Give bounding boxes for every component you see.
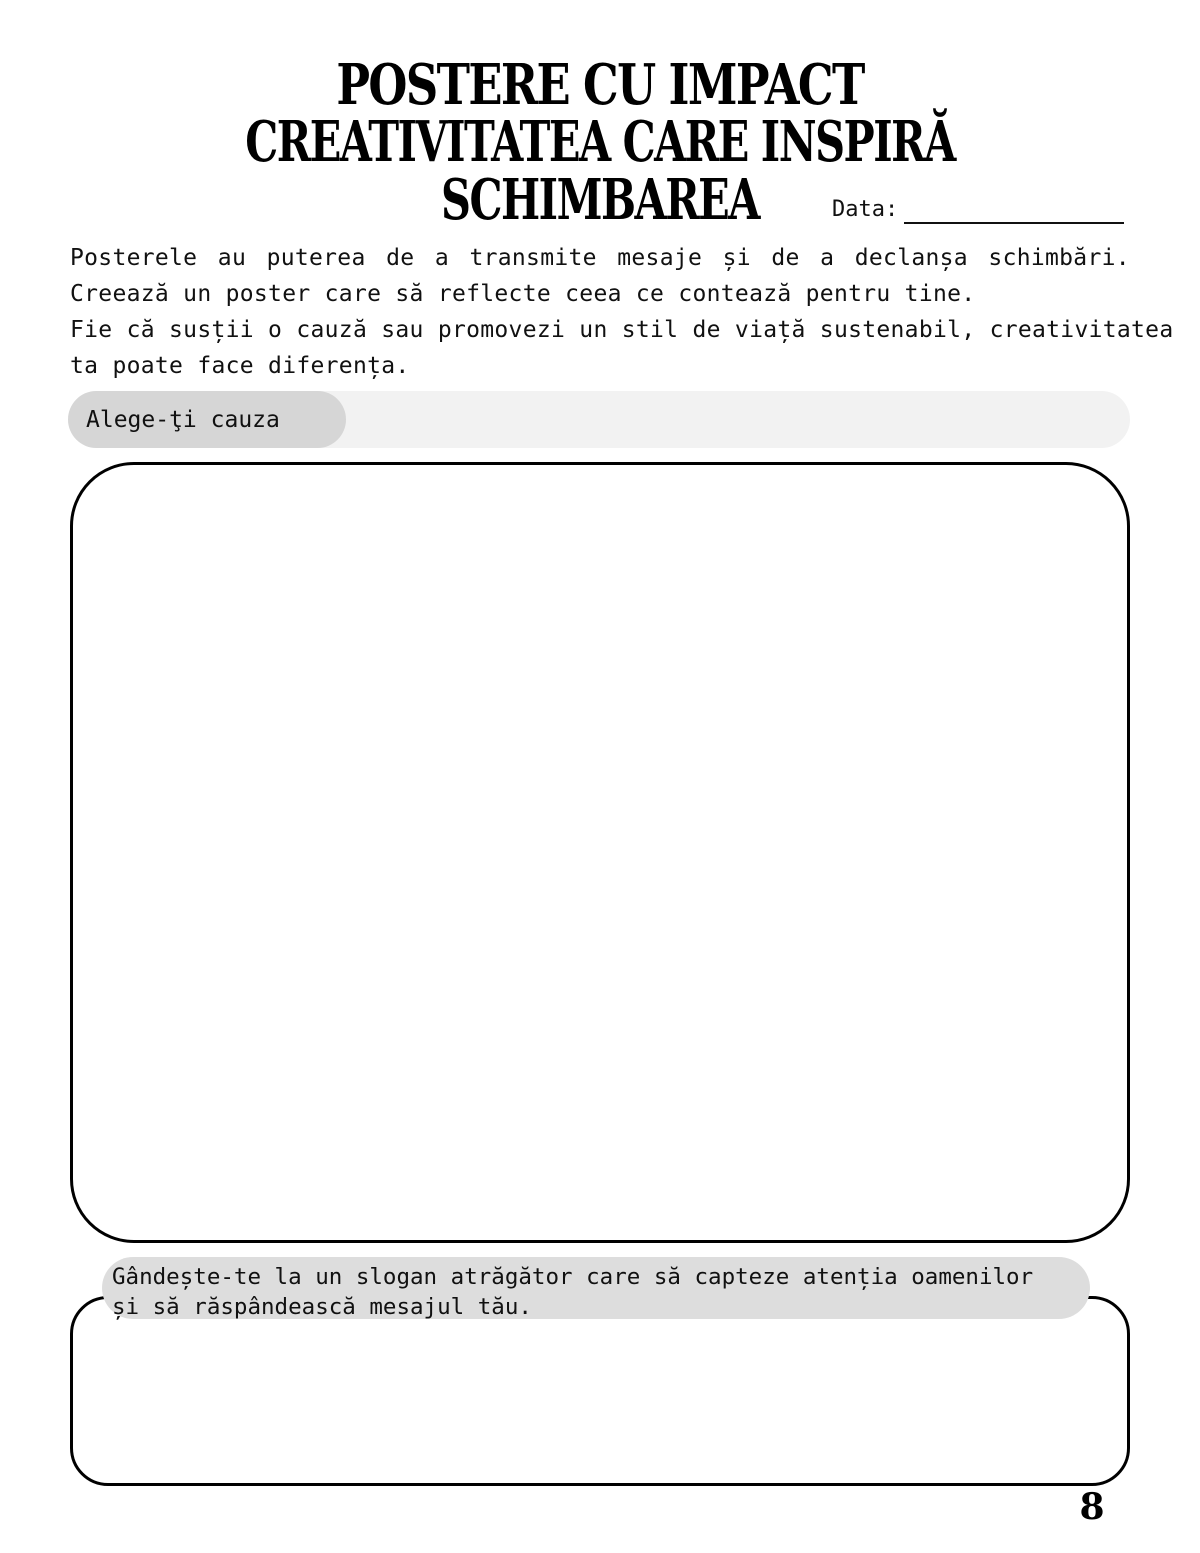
intro-word: de: [771, 245, 800, 271]
intro-word: Posterele: [70, 245, 198, 271]
intro-word: declanșa: [854, 245, 968, 271]
date-input-line[interactable]: [904, 202, 1124, 224]
intro-word: puterea: [266, 245, 366, 271]
intro-line-2: Creează un poster care să reflecte ceea ce contează pentru tine.: [70, 281, 976, 307]
intro-line-3: Fie că susții o cauză sau promovezi un stil de viață sustenabil, creativitatea: [70, 317, 1174, 343]
slogan-writing-area[interactable]: [70, 1296, 1130, 1486]
intro-word: și: [722, 245, 751, 271]
date-field: [832, 192, 1124, 224]
slogan-prompt-line-1: Gândește-te la un slogan atrăgător care să capteze atenția oamenilor: [112, 1264, 1034, 1290]
intro-word: a: [820, 245, 835, 271]
poster-drawing-area[interactable]: [70, 462, 1130, 1243]
page-title: POSTERE CU IMPACT: [336, 52, 864, 118]
slogan-prompt: [112, 1262, 1102, 1322]
intro-word: au: [217, 245, 247, 271]
intro-word: transmite: [469, 245, 597, 271]
cause-label: Alege-ţi cauza: [86, 406, 280, 433]
date-label: Data:: [832, 197, 899, 222]
cause-label-pill: [68, 391, 346, 448]
page-subtitle: CREATIVITATEA CARE INSPIRĂ SCHIMBAREA: [245, 109, 955, 233]
slogan-prompt-line-2: și să răspândească mesajul tău.: [112, 1294, 532, 1320]
page-number: 8: [1079, 1486, 1105, 1528]
intro-line-4: ta poate face diferența.: [70, 353, 410, 379]
intro-word: de: [386, 245, 415, 271]
cause-input-bar[interactable]: [68, 391, 1130, 448]
intro-word: mesaje: [617, 245, 703, 271]
intro-word: schimbări.: [988, 245, 1130, 271]
intro-line-1: [70, 240, 1130, 276]
intro-text: [70, 240, 1174, 384]
intro-word: a: [434, 245, 449, 271]
